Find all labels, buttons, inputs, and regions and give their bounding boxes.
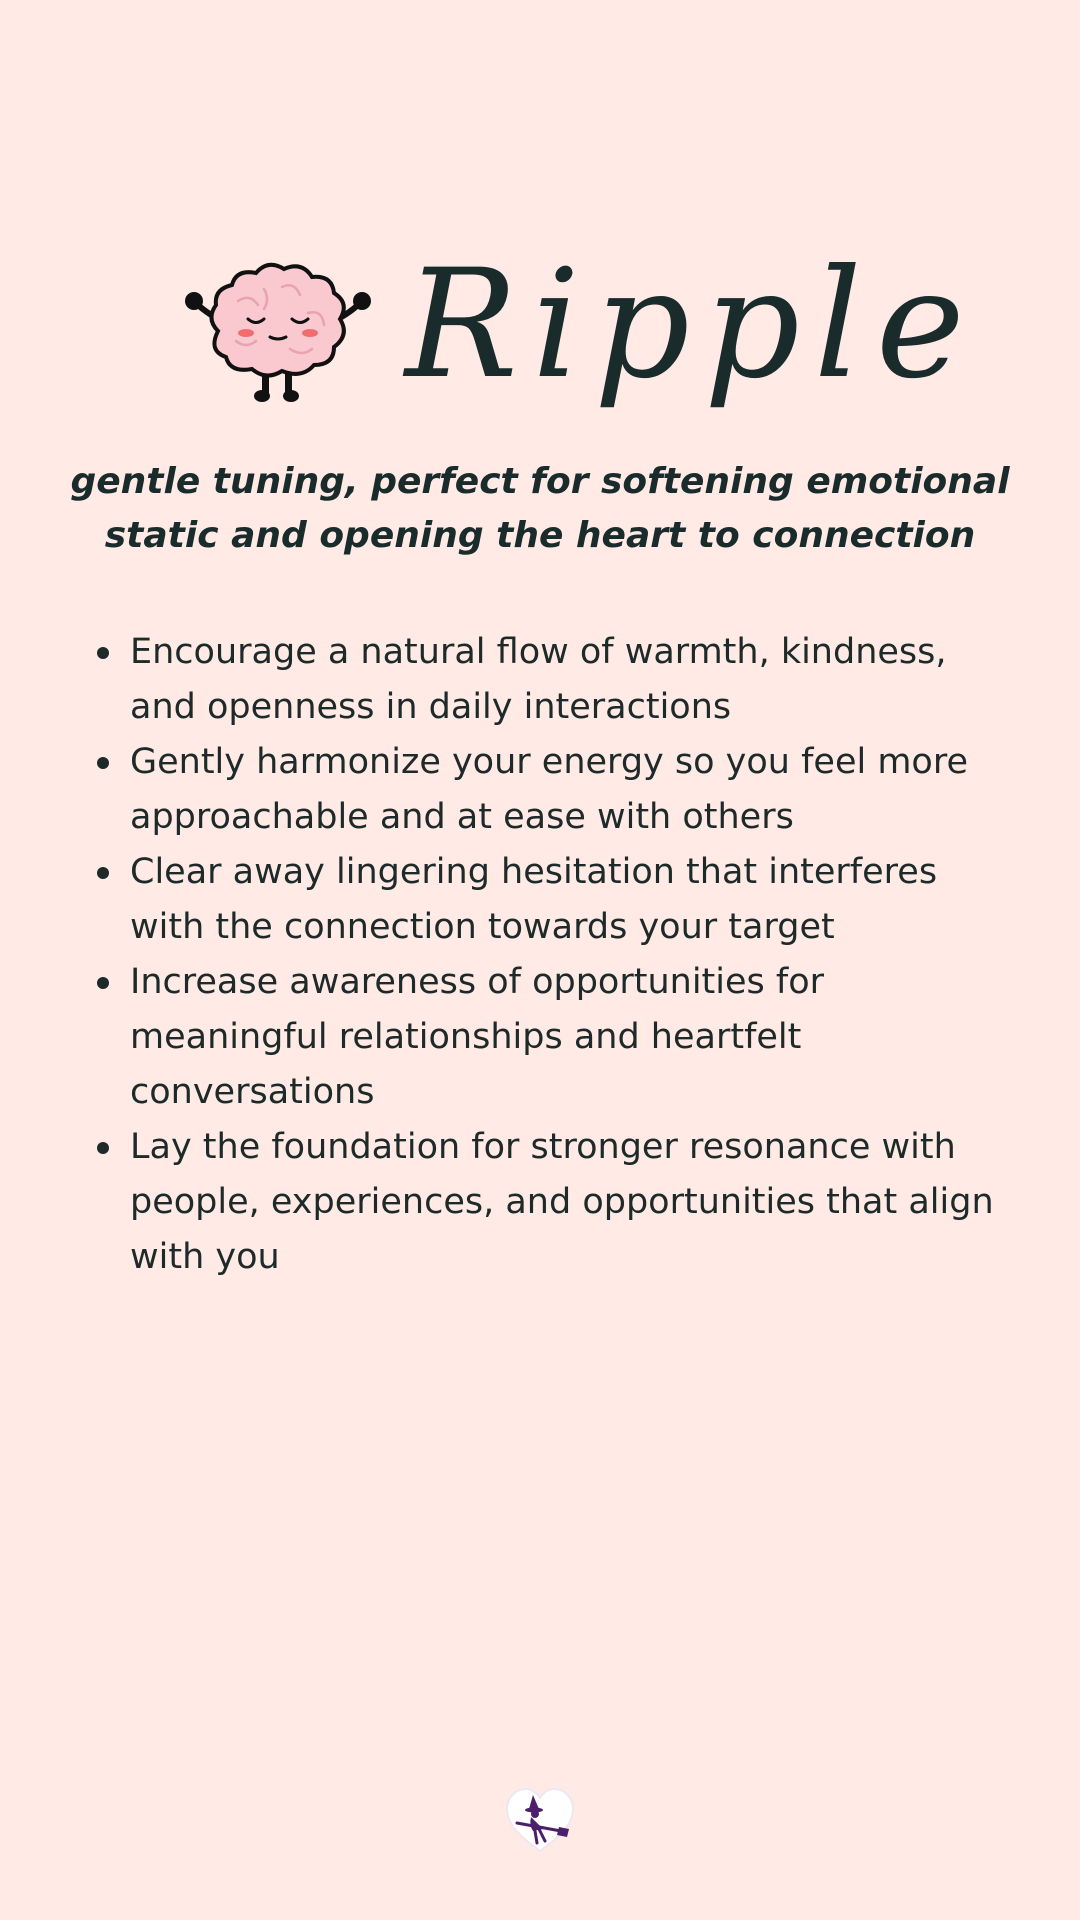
benefit-item [90,625,1020,735]
benefit-text: Increase awareness of opportunities for meaningful relationships and heartfelt conversations [130,962,825,1112]
benefit-text: Lay the foundation for stronger resonance with people, experiences, and opportunities that align with you [130,1127,994,1277]
header [0,225,1080,425]
brain-mascot-icon [178,253,378,408]
brand-title: Ripple [405,238,979,412]
benefits-list [90,625,1020,1285]
benefit-item [90,1120,1020,1285]
benefit-text: Clear away lingering hesitation that interferes with the connection towards your target [130,852,938,947]
benefit-text: Gently harmonize your energy so you feel more approachable and at ease with others [130,742,968,837]
benefit-item [90,845,1020,955]
benefit-item [90,735,1020,845]
benefit-text: Encourage a natural flow of warmth, kindness, and openness in daily interactions [130,632,947,727]
tagline: gentle tuning, perfect for softening emotional static and opening the heart to connection [70,461,1010,556]
bullet-icon [97,757,109,769]
bullet-icon [97,647,109,659]
benefit-item [90,955,1020,1120]
witch-heart-logo-icon [503,1785,577,1855]
bullet-icon [97,977,109,989]
bullet-icon [97,867,109,879]
bullet-icon [97,1142,109,1154]
